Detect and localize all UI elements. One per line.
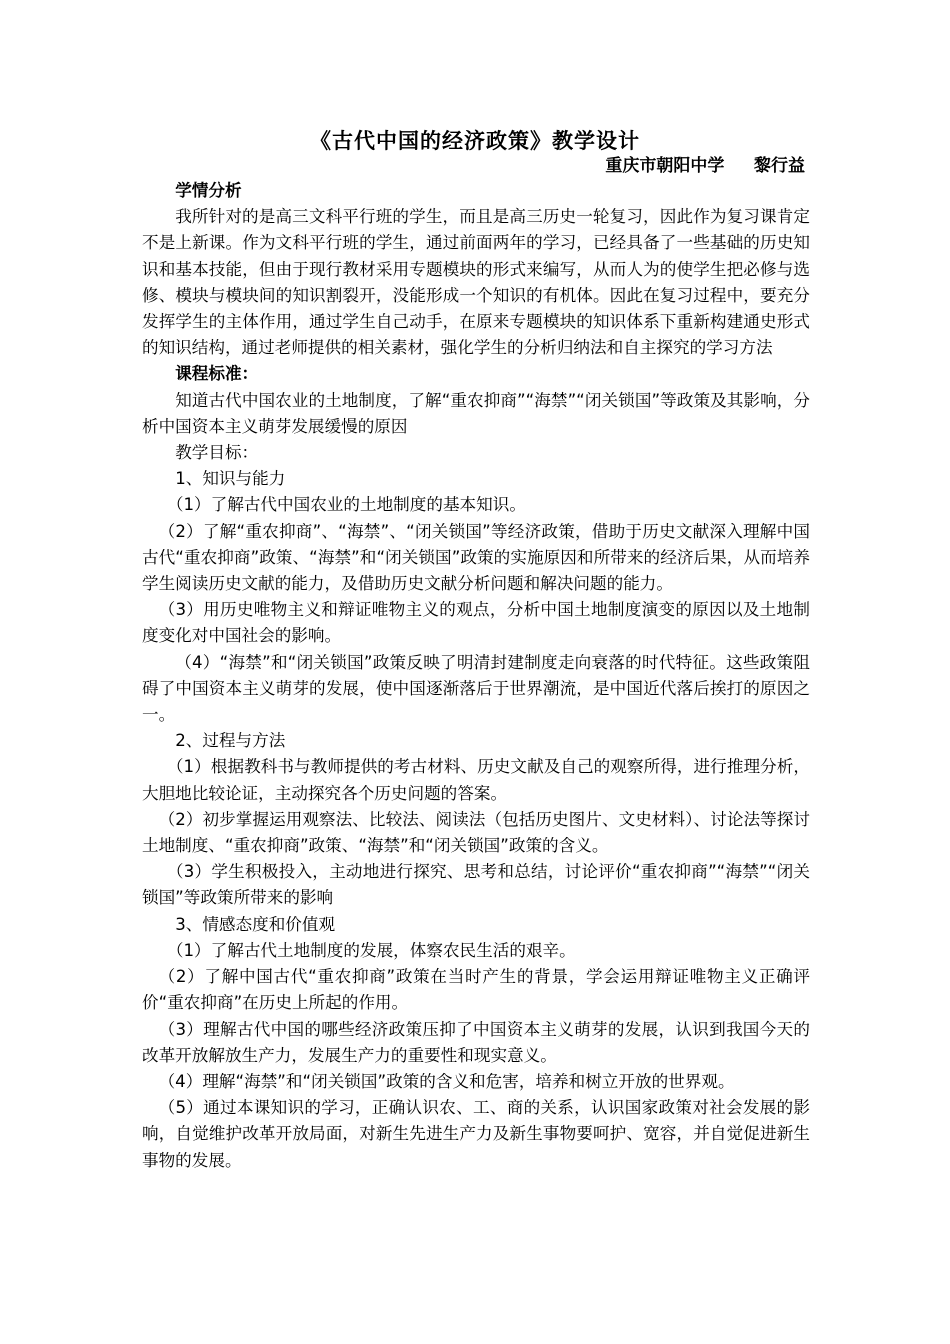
knowledge-heading: 1、知识与能力 bbox=[175, 469, 286, 489]
author-line: 重庆市朝阳中学 黎行益 bbox=[605, 156, 805, 176]
process-item-3: （3）学生积极投入，主动地进行探究、思考和总结，讨论评价“重农抑商”“海禁”“闭关锁国”等政策所带来的影响 bbox=[142, 862, 810, 908]
knowledge-item-2: （2）了解“重农抑商”、“海禁”、“闭关锁国”等经济政策，借助于历史文献深入理解中国古代“重农抑商”政策、“海禁”和“闭关锁国”政策的实施原因和所带来的经济后果，从而培养学生阅读历史文献的能力，及借助历史文献分析问题和解决问题的能力。 bbox=[142, 521, 810, 594]
emotion-item-2: （2）了解中国古代“重农抑商”政策在当时产生的背景，学会运用辩证唯物主义正确评价“重农抑商”在历史上所起的作用。 bbox=[142, 967, 810, 1013]
section-heading-analysis: 学情分析 bbox=[175, 181, 242, 200]
section-heading-standard: 课程标准： bbox=[175, 364, 259, 384]
process-item-1: （1）根据教科书与教师提供的考古材料、历史文献及自己的观察所得，进行推理分析，大胆地比较论证，主动探究各个历史问题的答案。 bbox=[142, 757, 810, 803]
emotion-item-1: （1）了解古代土地制度的发展，体察农民生活的艰辛。 bbox=[166, 940, 576, 960]
process-item-2: （2）初步掌握运用观察法、比较法、阅读法（包括历史图片、文史材料）、讨论法等探讨土地制度、“重农抑商”政策、“海禁”和“闭关锁国”政策的含义。 bbox=[142, 809, 810, 856]
emotion-item-4: （4）理解“海禁”和“闭关锁国”政策的含义和危害，培养和树立开放的世界观。 bbox=[158, 1071, 735, 1091]
document-title: 《古代中国的经济政策》教学设计 bbox=[310, 128, 640, 153]
knowledge-item-1: （1）了解古代中国农业的土地制度的基本知识。 bbox=[166, 495, 526, 515]
knowledge-item-4: （4）“海禁”和“闭关锁国”政策反映了明清封建制度走向衰落的时代特征。这些政策阻碍了中国资本主义萌芽的发展，使中国逐渐落后于世界潮流，是中国近代落后挨打的原因之一。 bbox=[142, 652, 810, 725]
document-body bbox=[142, 178, 810, 1174]
emotion-heading: 3、情感态度和价值观 bbox=[175, 914, 336, 934]
analysis-paragraph: 我所针对的是高三文科平行班的学生，而且是高三历史一轮复习，因此作为复习课肯定不是上新课。作为文科平行班的学生，通过前面两年的学习，已经具备了一些基础的历史知识和基本技能，但由于现行教材采用专题模块的形式来编写，从而人为的使学生把必修与选修、模块与模块间的知识割裂开，没能形成一个知识的有机体。因此在复习过程中，要充分发挥学生的主体作用，通过学生自己动手，在原来专题模块的知识体系下重新构建通史形式的知识结构，通过老师提供的相关素材，强化学生的分析归纳法和自主探究的学习方法 bbox=[142, 207, 810, 358]
standard-paragraph: 知道古代中国农业的土地制度，了解“重农抑商”“海禁”“闭关锁国”等政策及其影响，分析中国资本主义萌芽发展缓慢的原因 bbox=[142, 390, 810, 436]
process-heading: 2、过程与方法 bbox=[175, 731, 286, 751]
emotion-item-3: （3）理解古代中国的哪些经济政策压抑了中国资本主义萌芽的发展，认识到我国今天的改革开放解放生产力，发展生产力的重要性和现实意义。 bbox=[142, 1019, 810, 1065]
emotion-item-5: （5）通过本课知识的学习，正确认识农、工、商的关系，认识国家政策对社会发展的影响，自觉维护改革开放局面，对新生先进生产力及新生事物要呵护、宽容，并自觉促进新生事物的发展。 bbox=[142, 1098, 810, 1170]
goals-heading: 教学目标： bbox=[175, 443, 259, 463]
knowledge-item-3: （3）用历史唯物主义和辩证唯物主义的观点，分析中国土地制度演变的原因以及土地制度变化对中国社会的影响。 bbox=[142, 600, 810, 646]
